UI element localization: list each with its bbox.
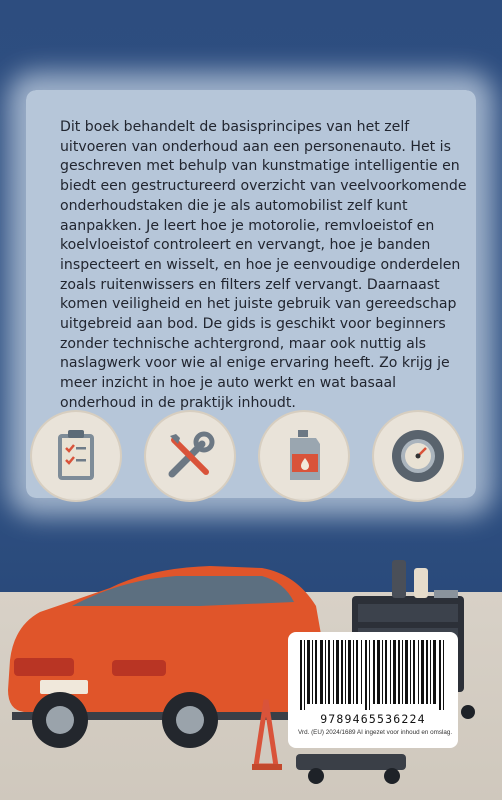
tools-icon xyxy=(144,410,236,502)
isbn-number: 9789465536224 xyxy=(320,712,426,726)
back-cover-blurb: Dit boek behandelt de basisprincipes van het zelf uitvoeren van onderhoud aan een personenauto. Het is geschreven met behulp van kunstmatige intelligentie en biedt een gestructureerd overzicht van veelvoorkomende onderhoudstaken die je als automobilist zelf kunt aanpakken. Je leert hoe je motorolie, remvloeistof en koelvloeistof controleert en vervangt, hoe je banden inspecteert en wisselt, en hoe je eenvoudige onderdelen zoals ruitenwissers en filters zelf vervangt. Daarnaast komen veiligheid en het juiste gebruik van gereedschap uitgebreid aan bod. De gids is geschikt voor beginners zonder technische achtergrond, maar ook nuttig als naslagwerk voor wie al enige ervaring heeft. Zo krijg je meer inzicht in hoe je auto werkt en wat basaal onderhoud in de praktijk inhoudt. xyxy=(60,119,467,411)
oil-can-icon xyxy=(258,410,350,502)
checklist-icon xyxy=(30,410,122,502)
isbn-barcode xyxy=(288,632,458,748)
barcode-bars-icon xyxy=(298,640,448,710)
tire-gauge-icon xyxy=(372,410,464,502)
ai-legal-notice: Vrd. (EU) 2024/1689 AI ingezet voor inhoud en omslag. xyxy=(298,729,453,736)
